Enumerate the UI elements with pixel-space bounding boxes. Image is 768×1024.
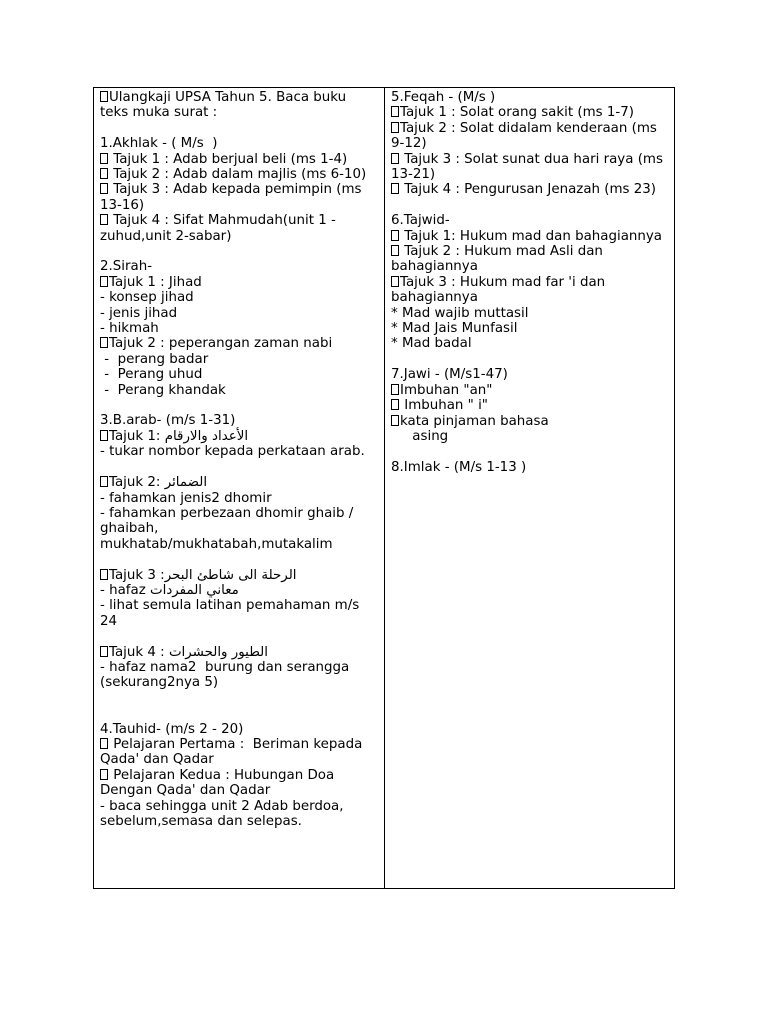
missing-glyph-icon xyxy=(391,153,399,164)
line-text: Tajuk 3 : Solat sunat dua hari raya (ms 13-21) xyxy=(391,151,668,183)
blank-line xyxy=(100,121,378,136)
text-line xyxy=(100,598,378,629)
text-line xyxy=(100,444,378,459)
missing-glyph-icon xyxy=(100,168,108,179)
line-text: Tajuk 2 : Hukum mad Asli dan bahagiannya xyxy=(391,244,608,275)
missing-glyph-icon xyxy=(391,183,399,194)
line-text: - tukar nombor kepada perkataan arab. xyxy=(100,444,365,460)
text-line xyxy=(100,568,378,583)
text-line xyxy=(100,583,378,598)
blank-line xyxy=(391,352,668,367)
missing-glyph-icon xyxy=(100,646,108,657)
text-line xyxy=(391,383,668,398)
line-text: - hikmah xyxy=(100,321,159,337)
missing-glyph-icon xyxy=(391,230,399,241)
line-text: 5.Feqah - (M/s ) xyxy=(391,90,496,105)
line-text: Imbuhan "an" xyxy=(400,382,493,398)
text-line xyxy=(100,799,378,830)
text-line xyxy=(391,275,668,306)
line-text: - konsep jihad xyxy=(100,290,194,306)
text-line xyxy=(391,398,668,413)
line-text: * Mad Jais Munfasil xyxy=(391,321,518,337)
line-text: 1.Akhlak - ( M/s ) xyxy=(100,136,218,152)
line-text: kata pinjaman bahasa xyxy=(400,413,549,429)
notes-table xyxy=(93,87,675,889)
line-text: - fahamkan perbezaan dhomir ghaib / ghaibah, mukhatab/mukhatabah,mutakalim xyxy=(100,505,358,552)
blank-line xyxy=(100,706,378,721)
text-line xyxy=(391,213,668,228)
missing-glyph-icon xyxy=(391,384,399,395)
line-text: - baca sehingga unit 2 Adab berdoa, sebelum,semasa dan selepas. xyxy=(100,798,348,829)
line-text: Tajuk 1 : Solat orang sakit (ms 1-7) xyxy=(400,105,634,121)
blank-line xyxy=(391,444,668,459)
text-line xyxy=(100,367,378,382)
text-line xyxy=(391,367,668,382)
missing-glyph-icon xyxy=(391,106,399,117)
line-text: * Mad badal xyxy=(391,336,472,352)
text-line xyxy=(391,244,668,275)
missing-glyph-icon xyxy=(100,769,108,780)
line-text: - hafaz معاني المفردات xyxy=(100,582,239,598)
line-text: Tajuk 3 : Adab kepada pemimpin (ms 13-16) xyxy=(100,182,366,213)
text-line xyxy=(100,506,378,552)
line-text: 8.Imlak - (M/s 1-13 ) xyxy=(391,459,527,475)
line-text: Tajuk 4 : Pengurusan Jenazah (ms 23) xyxy=(400,182,657,198)
line-text: - lihat semula latihan pemahaman m/s 24 xyxy=(100,598,364,629)
text-line xyxy=(391,229,668,244)
line-text: Tajuk 1: الأعداد والارقام xyxy=(109,428,249,444)
blank-line xyxy=(100,691,378,706)
missing-glyph-icon xyxy=(100,337,108,348)
text-line xyxy=(100,182,378,213)
missing-glyph-icon xyxy=(391,276,399,287)
text-line xyxy=(391,336,668,351)
line-text: Tajuk 4 : الطيور والحشرات xyxy=(109,644,268,660)
text-line xyxy=(100,475,378,490)
text-line xyxy=(100,645,378,660)
line-text: 2.Sirah- xyxy=(100,259,153,275)
missing-glyph-icon xyxy=(100,183,108,194)
line-text: - perang badar xyxy=(100,351,209,367)
line-text: 4.Tauhid- (m/s 2 - 20) xyxy=(100,721,244,737)
left-column xyxy=(94,88,385,888)
text-line xyxy=(100,737,378,768)
text-line xyxy=(391,152,668,183)
line-text: * Mad wajib muttasil xyxy=(391,305,529,321)
blank-line xyxy=(100,629,378,644)
line-text: - fahamkan jenis2 dhomir xyxy=(100,490,272,506)
text-line xyxy=(391,90,668,105)
text-line xyxy=(100,352,378,367)
missing-glyph-icon xyxy=(391,245,399,256)
text-line xyxy=(391,121,668,152)
line-text: Ulangkaji UPSA Tahun 5. Baca buku teks muka surat : xyxy=(100,90,351,121)
text-line xyxy=(391,414,668,429)
text-line xyxy=(100,290,378,305)
text-line xyxy=(100,167,378,182)
line-text: Tajuk 3 :الرحلة الى شاطئ البحر xyxy=(109,567,297,583)
line-text: - hafaz nama2 burung dan serangga (sekurang2nya 5) xyxy=(100,659,354,691)
missing-glyph-icon xyxy=(100,214,108,225)
text-line xyxy=(391,429,668,444)
missing-glyph-icon xyxy=(100,91,108,102)
missing-glyph-icon xyxy=(100,738,108,749)
text-line xyxy=(391,182,668,197)
blank-line xyxy=(100,460,378,475)
text-line xyxy=(100,213,378,244)
text-line xyxy=(100,660,378,691)
right-column xyxy=(385,88,674,888)
text-line xyxy=(100,429,378,444)
line-text: Tajuk 2 : Adab dalam majlis (ms 6-10) xyxy=(109,167,367,183)
text-line xyxy=(100,259,378,274)
text-line xyxy=(100,306,378,321)
line-text: - Perang uhud xyxy=(100,367,203,383)
line-text: 6.Tajwid- xyxy=(391,213,450,229)
line-text: Tajuk 3 : Hukum mad far 'i dan bahagiannya xyxy=(391,274,610,306)
missing-glyph-icon xyxy=(391,122,399,133)
line-text: - Perang khandak xyxy=(100,382,226,398)
line-text: Tajuk 4 : Sifat Mahmudah(unit 1 - zuhud,unit 2-sabar) xyxy=(100,213,341,244)
line-text: Pelajaran Pertama : Beriman kepada Qada' dan Qadar xyxy=(100,736,367,768)
line-text: Tajuk 1: Hukum mad dan bahagiannya xyxy=(400,228,662,244)
missing-glyph-icon xyxy=(391,399,399,410)
missing-glyph-icon xyxy=(100,569,108,580)
text-line xyxy=(100,413,378,428)
missing-glyph-icon xyxy=(100,276,108,287)
text-line xyxy=(100,383,378,398)
text-line xyxy=(100,90,378,121)
line-text: Imbuhan " i" xyxy=(400,398,488,414)
blank-line xyxy=(100,244,378,259)
line-text: asing xyxy=(391,428,449,444)
text-line xyxy=(100,152,378,167)
line-text: - jenis jihad xyxy=(100,305,178,321)
text-line xyxy=(100,136,378,151)
text-line xyxy=(391,321,668,336)
line-text: Tajuk 2 : peperangan zaman nabi xyxy=(109,336,333,352)
blank-line xyxy=(391,198,668,213)
line-text: 3.B.arab- (m/s 1-31) xyxy=(100,413,236,429)
blank-line xyxy=(100,552,378,567)
text-line xyxy=(100,336,378,351)
text-line xyxy=(100,722,378,737)
line-text: Tajuk 1 : Jihad xyxy=(109,274,202,290)
text-line xyxy=(391,306,668,321)
line-text: 7.Jawi - (M/s1-47) xyxy=(391,367,508,383)
missing-glyph-icon xyxy=(100,476,108,487)
text-line xyxy=(100,275,378,290)
line-text: Pelajaran Kedua : Hubungan Doa Dengan Qada' dan Qadar xyxy=(100,767,339,799)
text-line xyxy=(100,321,378,336)
text-line xyxy=(391,460,668,475)
text-line xyxy=(100,491,378,506)
line-text: Tajuk 2: الضمائر xyxy=(109,475,208,491)
line-text: Tajuk 2 : Solat didalam kenderaan (ms 9-12) xyxy=(391,120,662,152)
missing-glyph-icon xyxy=(100,153,108,164)
text-line xyxy=(391,105,668,120)
missing-glyph-icon xyxy=(391,415,399,426)
blank-line xyxy=(100,398,378,413)
text-line xyxy=(100,768,378,799)
missing-glyph-icon xyxy=(100,430,108,441)
line-text: Tajuk 1 : Adab berjual beli (ms 1-4) xyxy=(109,151,348,167)
